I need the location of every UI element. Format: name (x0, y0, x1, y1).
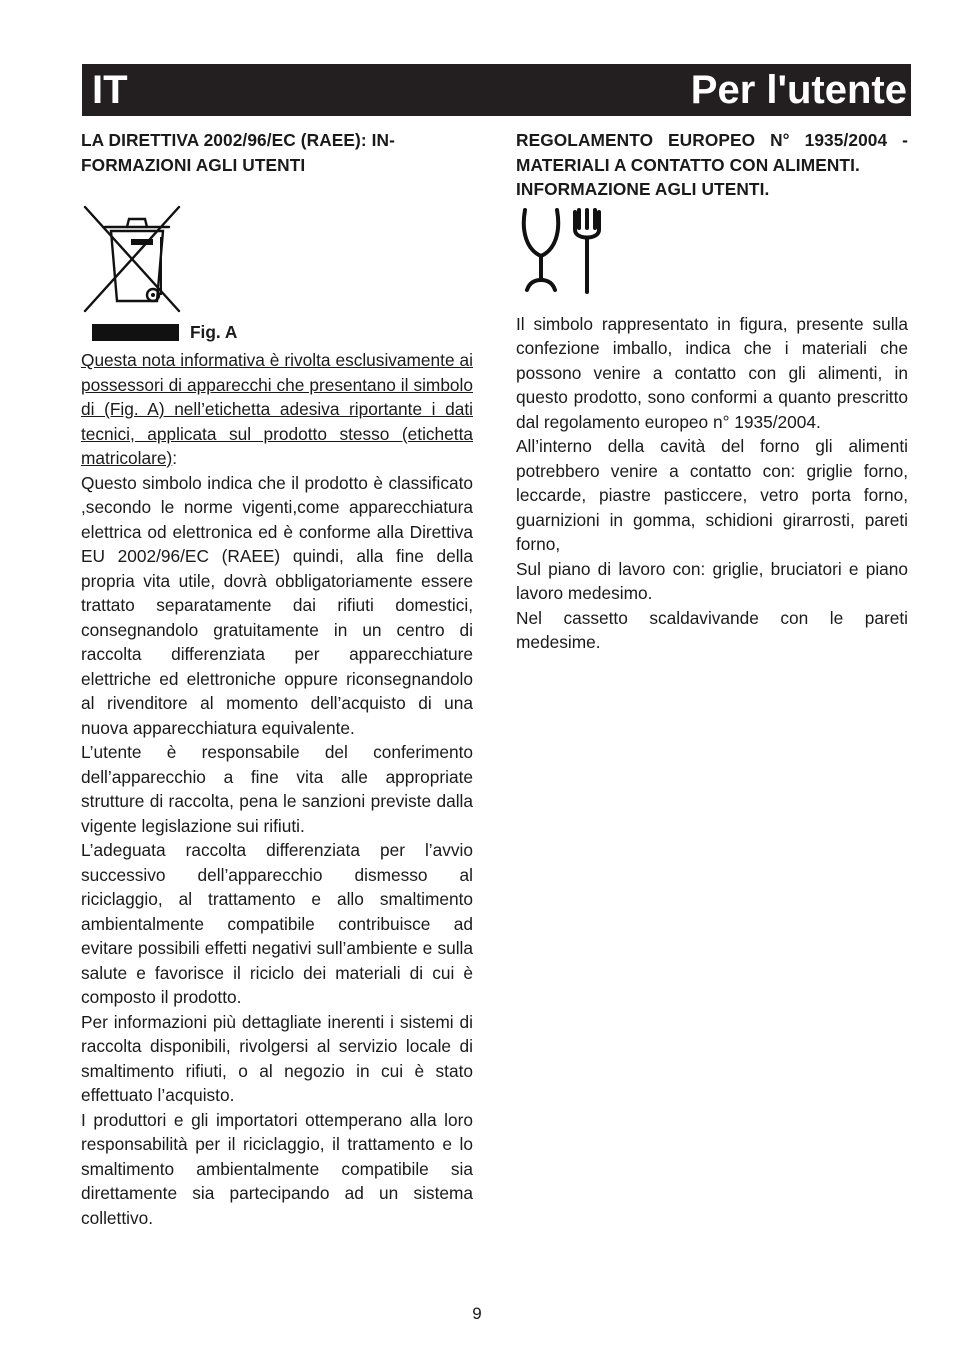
weee-paragraph: I produttori e gli importatori ottemperano alla loro responsabilità per il riciclaggio, il trattamento e lo smaltimento ambientalmente compatibile sia direttamente sia partecipando ad un sistema collettivo. (81, 1109, 473, 1228)
regulation-paragraph: Il simbolo rappresentato in figura, presente sulla confezione imballo, indica che i materiali che possono venire a contatto con gli alimenti, in questo prodotto, sono conformi a quanto prescritto dal regolamento europeo n° 1935/2004. (516, 313, 908, 432)
weee-paragraph: L’adeguata raccolta differenziata per l’avvio successivo dell’apparecchio dismesso al riciclaggio, al trattamento e allo smaltimento ambientalmente compatibile contribuisce ad evitare possibili effetti negativi sull’ambiente e sulla salute e favorisce il riciclo dei materiali di cui è composto il prodotto. (81, 840, 473, 1007)
regulation-paragraph: Nel cassetto scaldavivande con le pareti medesime. (516, 607, 908, 652)
figure-a-caption (81, 320, 473, 348)
right-column (516, 128, 908, 655)
language-code: IT (92, 68, 128, 112)
regulation-subheading: INFORMAZIONE AGLI UTENTI. (516, 179, 770, 199)
page-number: 9 (472, 1304, 482, 1323)
figure-a-bar (92, 324, 179, 341)
glass-and-fork-icon (519, 206, 605, 294)
regulation-paragraph: All’interno della cavità del forno gli alimenti potrebbero venire a contatto con: griglie forno, leccarde, piastre pasticcere, vetro porta forno, guarnizioni in gomma, schidioni girarrosti, pareti forno, (516, 436, 908, 554)
left-column (81, 128, 473, 1230)
weee-intro-underlined: Questa nota informativa è rivolta esclusivamente ai possessori di apparecchi che presentano il simbolo di (Fig. A) nell’etichetta adesiva riportante i dati tecnici, applicata sul prodotto stesso (etichetta matricolare) (81, 350, 473, 468)
weee-heading-line-2: FORMAZIONI AGLI UTENTI (81, 154, 306, 175)
weee-paragraph: Per informazioni più dettagliate inerenti i sistemi di raccolta disponibili, rivolgersi al servizio locale di smaltimento rifiuti, o al negozio in cui è stato effettuato l’acquisto. (81, 1011, 473, 1105)
weee-heading-line-1: LA DIRETTIVA 2002/96/EC (RAEE): IN- (81, 130, 395, 150)
weee-paragraph: L’utente è responsabile del conferimento dell’apparecchio a fine vita alle appropriate strutture di raccolta, pena le sanzioni previste dalla vigente legislazione sui rifiuti. (81, 742, 473, 836)
page-title: Per l'utente (690, 68, 907, 112)
regulation-heading: REGOLAMENTO EUROPEO N° 1935/2004 - MATERIALI A CONTATTO CON ALIMENTI. (516, 130, 908, 175)
figure-a-label: Fig. A (190, 322, 238, 342)
crossed-out-bin-icon (81, 205, 191, 315)
page-header (82, 64, 911, 116)
weee-intro-tail: : (172, 448, 178, 468)
weee-intro-paragraph (81, 348, 473, 471)
weee-paragraph: Questo simbolo indica che il prodotto è classificato ,secondo le norme vigenti,come apparecchiatura elettrica od elettronica ed è conforme alla Direttiva EU 2002/96/EC (RAEE) quindi, alla fine della propria vita utile, dovrà obbligatoriamente essere trattato separatamente dai rifiuti domestici, consegnandolo gratuitamente in un centro di raccolta differenziata per apparecchiature elettriche ed elettroniche oppure riconsegnandolo al rivenditore al momento dell’acquisto di una nuova apparecchiatura equivalente. (81, 472, 473, 738)
regulation-paragraph: Sul piano di lavoro con: griglie, bruciatori e piano lavoro medesimo. (516, 558, 908, 603)
